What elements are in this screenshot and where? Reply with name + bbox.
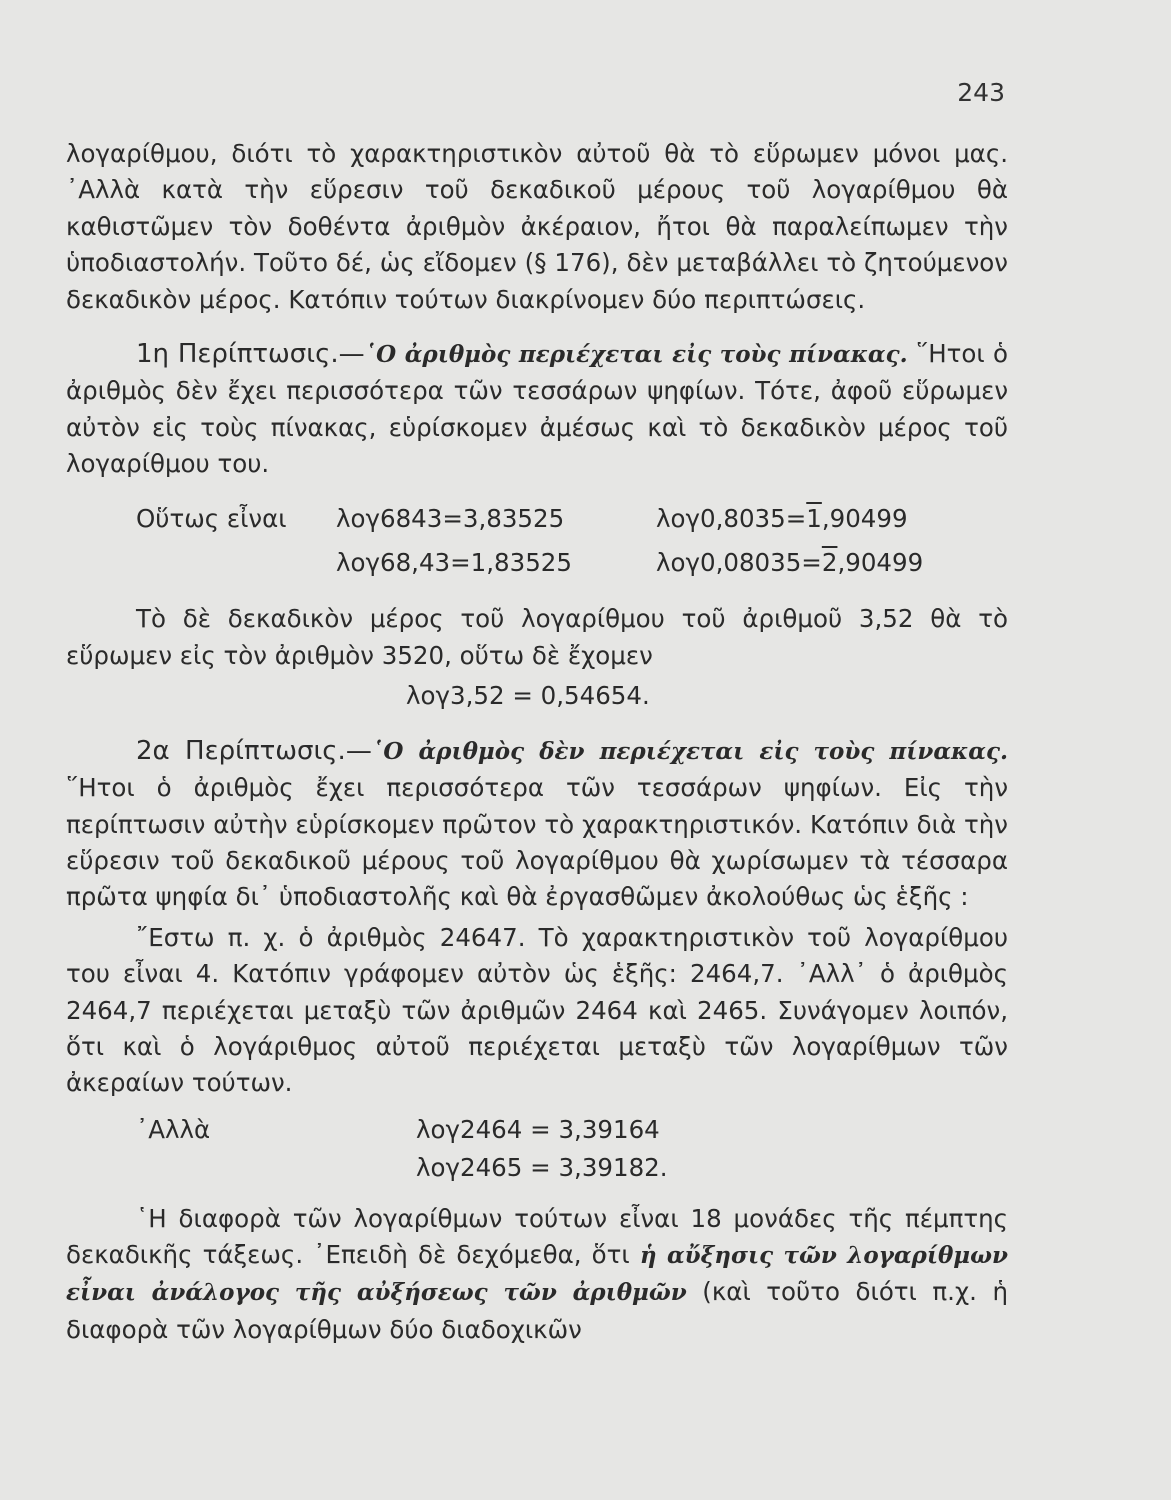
- equation-log352: λογ3,52 = 0,54654.: [406, 681, 650, 711]
- example-row-2: [66, 545, 1008, 581]
- case-1-heading: 1η Περίπτωσις.—: [136, 339, 365, 370]
- paragraph-example-24647: ῎Εστω π. χ. ὁ ἀριθμὸς 24647. Τὸ χαρακτηριστικὸν τοῦ λογαρίθμου του εἶναι 4. Κατόπιν γράφομεν αὐτὸν ὡς ἑξῆς: 2464,7. ᾿Αλλ᾿ ὁ ἀριθμὸς 2464,7 περιέχεται μεταξὺ τῶν ἀριθμῶν 2464 καὶ 2465. Συνάγομεν λοιπόν, ὅτι καὶ ὁ λογάριθμος αὐτοῦ περιέχεται μεταξὺ τῶν λογαρίθμων τῶν ἀκεραίων τούτων.: [66, 922, 1008, 1098]
- example-log6843: λογ6843=3,83525: [336, 503, 565, 533]
- examples-label: Οὕτως εἶναι: [136, 503, 287, 533]
- case-1-text: ῞Ητοι ὁ ἀριθμὸς δὲν ἔχει περισσότερα τῶν τεσσάρων ψηφίων. Τότε, ἀφοῦ εὕρωμεν αὐτὸν εἰς τοὺς πίνακας, εὑρίσκομεν ἀμέσως καὶ τὸ δεκαδικὸν μέρος τοῦ λογαρίθμου του.: [66, 339, 1008, 479]
- equation-log2465: λογ2465 = 3,39182.: [416, 1153, 668, 1183]
- equation-log2464: λογ2464 = 3,39164: [416, 1114, 660, 1144]
- example-log008035: λογ0,08035=2,90499: [656, 548, 924, 578]
- paragraph-difference: ῾Η διαφορὰ τῶν λογαρίθμων τούτων εἶναι 18 μονάδες τῆς πέμπτης δεκαδικῆς τάξεως. ᾿Επειδὴ δὲ δεχόμεθα, ὅτι ἡ αὔξησις τῶν λογαρίθμων εἶναι ἀνάλογος τῆς αὐξήσεως τῶν ἀριθμῶν (καὶ τοῦτο διότι π.χ. ἡ διαφορὰ τῶν λογαρίθμων δύο διαδοχικῶν: [66, 1203, 1008, 1344]
- case-2-heading: 2α Περίπτωσις.—: [136, 735, 372, 766]
- page-number: 243: [957, 78, 1005, 107]
- example-log08035: λογ0,8035=1,90499: [656, 503, 908, 533]
- case-2-paragraph: [66, 733, 1008, 916]
- case-2-text: ῞Ητοι ὁ ἀριθμὸς ἔχει περισσότερα τῶν τεσσάρων ψηφίων. Εἰς τὴν περίπτωσιν αὐτὴν εὑρίσκομεν πρῶτον τὸ χαρακτηριστικόν. Κατόπιν διὰ τὴν εὕρεσιν τοῦ δεκαδικοῦ μέρους τοῦ λογαρίθμου θὰ χωρίσωμεν τὰ τέσσαρα πρῶτα ψηφία δι᾿ ὑποδιαστολῆς καὶ θὰ ἐργασθῶμεν ἀκολούθως ὡς ἑξῆς :: [66, 773, 1008, 912]
- alla-row-1: [66, 1112, 1008, 1148]
- alla-row-2: [66, 1150, 1008, 1186]
- example-row-1: [66, 501, 1008, 537]
- paragraph-352: Τὸ δὲ δεκαδικὸν μέρος τοῦ λογαρίθμου τοῦ ἀριθμοῦ 3,52 θὰ τὸ εὕρωμεν εἰς τὸν ἀριθμὸν 3520, οὕτω δὲ ἔχομεν: [66, 604, 1008, 670]
- paragraph-intro: λογαρίθμου, διότι τὸ χαρακτηριστικὸν αὐτοῦ θὰ τὸ εὕρωμεν μόνοι μας. ᾿Αλλὰ κατὰ τὴν εὕρεσιν τοῦ δεκαδικοῦ μέρους τοῦ λογαρίθμου θὰ καθιστῶμεν τὸν δοθέντα ἀριθμὸν ἀκέραιον, ἤτοι θὰ παραλείπωμεν τὴν ὑποδιαστολήν. Τοῦτο δέ, ὡς εἴδομεν (§ 176), δὲν μεταβάλλει τὸ ζητούμενον δεκαδικὸν μέρος. Κατόπιν τούτων διακρίνομεν δύο περιπτώσεις.: [66, 139, 1008, 314]
- case-2-title: ῾Ο ἀριθμὸς δὲν περιέχεται εἰς τοὺς πίνακας.: [371, 737, 1008, 765]
- emphasis-proportional: ἡ αὔξησις τῶν λογαρίθμων εἶναι ἀνάλογος τῆς αὐξήσεως τῶν ἀριθμῶν: [66, 1241, 1008, 1307]
- example-log6843-dec: λογ68,43=1,83525: [336, 548, 572, 578]
- body-text: [66, 136, 1008, 1348]
- case-1-paragraph: [66, 336, 1008, 483]
- alla-label: ᾿Αλλὰ: [136, 1114, 211, 1144]
- case-1-title: ῾Ο ἀριθμὸς περιέχεται εἰς τοὺς πίνακας.: [364, 341, 908, 369]
